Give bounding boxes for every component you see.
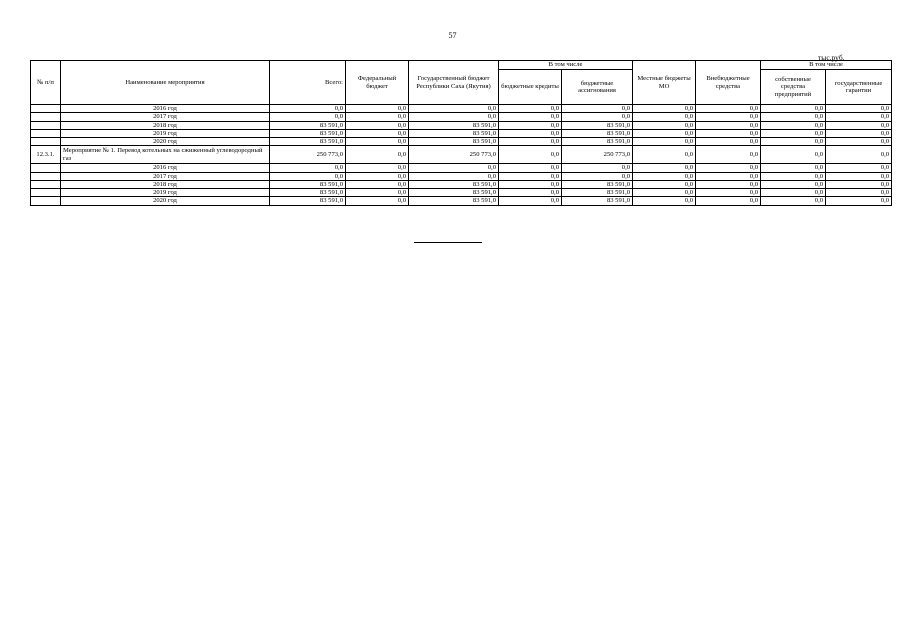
allocations-cell: 0,0 (562, 113, 633, 121)
state-cell: 83 591,0 (409, 138, 499, 146)
measure-row (31, 146, 892, 164)
credits-cell: 0,0 (499, 146, 562, 164)
budget-table (30, 60, 892, 206)
local-cell: 0,0 (633, 105, 696, 113)
own-cell: 0,0 (761, 146, 826, 164)
table-row (31, 197, 892, 205)
extra-cell: 0,0 (696, 138, 761, 146)
credits-cell: 0,0 (499, 180, 562, 188)
total-cell: 83 591,0 (270, 129, 346, 137)
page-number: 57 (448, 31, 457, 40)
year-cell: 2017 год (61, 113, 270, 121)
guarantees-cell: 0,0 (826, 138, 892, 146)
table-row (31, 113, 892, 121)
own-cell: 0,0 (761, 121, 826, 129)
total-cell: 0,0 (270, 113, 346, 121)
total-cell: 83 591,0 (270, 197, 346, 205)
local-cell: 0,0 (633, 180, 696, 188)
table-row (31, 172, 892, 180)
table-row (31, 121, 892, 129)
own-cell: 0,0 (761, 138, 826, 146)
own-cell: 0,0 (761, 172, 826, 180)
local-cell: 0,0 (633, 129, 696, 137)
total-cell: 83 591,0 (270, 180, 346, 188)
own-cell: 0,0 (761, 189, 826, 197)
extra-cell: 0,0 (696, 121, 761, 129)
local-cell: 0,0 (633, 113, 696, 121)
local-cell: 0,0 (633, 146, 696, 164)
own-cell: 0,0 (761, 164, 826, 172)
guarantees-cell: 0,0 (826, 129, 892, 137)
total-cell: 0,0 (270, 105, 346, 113)
allocations-cell: 83 591,0 (562, 197, 633, 205)
local-cell: 0,0 (633, 164, 696, 172)
federal-cell: 0,0 (346, 113, 409, 121)
measure-name: Мероприятие № 1. Перевод котельных на сжиженный углеводородный газ (61, 146, 270, 164)
header-incl-group-2: В том числе (761, 61, 892, 70)
table-row (31, 129, 892, 137)
guarantees-cell: 0,0 (826, 180, 892, 188)
header-federal: Федеральный бюджет (346, 61, 409, 105)
state-cell: 83 591,0 (409, 129, 499, 137)
extra-cell: 0,0 (696, 180, 761, 188)
federal-cell: 0,0 (346, 197, 409, 205)
local-cell: 0,0 (633, 138, 696, 146)
year-cell: 2017 год (61, 172, 270, 180)
state-cell: 83 591,0 (409, 180, 499, 188)
state-cell: 0,0 (409, 105, 499, 113)
allocations-cell: 83 591,0 (562, 138, 633, 146)
year-cell: 2019 год (61, 189, 270, 197)
units-label: тыс.руб. (818, 53, 845, 62)
header-guarantees: государственные гарантии (826, 70, 892, 105)
guarantees-cell: 0,0 (826, 189, 892, 197)
year-cell: 2018 год (61, 121, 270, 129)
extra-cell: 0,0 (696, 189, 761, 197)
table-row (31, 189, 892, 197)
guarantees-cell: 0,0 (826, 113, 892, 121)
header-state: Государственный бюджет Республики Саха (Якутия) (409, 61, 499, 105)
credits-cell: 0,0 (499, 189, 562, 197)
table-row (31, 180, 892, 188)
own-cell: 0,0 (761, 129, 826, 137)
federal-cell: 0,0 (346, 180, 409, 188)
local-cell: 0,0 (633, 197, 696, 205)
own-cell: 0,0 (761, 180, 826, 188)
state-cell: 0,0 (409, 113, 499, 121)
allocations-cell: 83 591,0 (562, 129, 633, 137)
footer-divider (414, 242, 482, 243)
local-cell: 0,0 (633, 121, 696, 129)
allocations-cell: 0,0 (562, 164, 633, 172)
extra-cell: 0,0 (696, 113, 761, 121)
credits-cell: 0,0 (499, 129, 562, 137)
total-cell: 0,0 (270, 164, 346, 172)
header-local: Местные бюджеты МО (633, 61, 696, 105)
state-cell: 250 773,0 (409, 146, 499, 164)
year-cell: 2020 год (61, 197, 270, 205)
extra-cell: 0,0 (696, 172, 761, 180)
extra-cell: 0,0 (696, 164, 761, 172)
extra-cell: 0,0 (696, 146, 761, 164)
state-cell: 83 591,0 (409, 197, 499, 205)
credits-cell: 0,0 (499, 138, 562, 146)
federal-cell: 0,0 (346, 105, 409, 113)
guarantees-cell: 0,0 (826, 172, 892, 180)
federal-cell: 0,0 (346, 138, 409, 146)
federal-cell: 0,0 (346, 172, 409, 180)
federal-cell: 0,0 (346, 121, 409, 129)
federal-cell: 0,0 (346, 164, 409, 172)
guarantees-cell: 0,0 (826, 105, 892, 113)
credits-cell: 0,0 (499, 113, 562, 121)
year-cell: 2016 год (61, 164, 270, 172)
guarantees-cell: 0,0 (826, 197, 892, 205)
allocations-cell: 0,0 (562, 105, 633, 113)
allocations-cell: 83 591,0 (562, 121, 633, 129)
header-allocations: бюджетные ассигнования (562, 70, 633, 105)
credits-cell: 0,0 (499, 197, 562, 205)
year-cell: 2019 год (61, 129, 270, 137)
year-cell: 2020 год (61, 138, 270, 146)
total-cell: 0,0 (270, 172, 346, 180)
own-cell: 0,0 (761, 197, 826, 205)
local-cell: 0,0 (633, 189, 696, 197)
total-cell: 83 591,0 (270, 138, 346, 146)
year-cell: 2018 год (61, 180, 270, 188)
federal-cell: 0,0 (346, 146, 409, 164)
header-extra: Внебюджетные средства (696, 61, 761, 105)
state-cell: 0,0 (409, 164, 499, 172)
header-incl-group-1: В том числе (499, 61, 633, 70)
total-cell: 83 591,0 (270, 121, 346, 129)
state-cell: 0,0 (409, 172, 499, 180)
guarantees-cell: 0,0 (826, 121, 892, 129)
guarantees-cell: 0,0 (826, 146, 892, 164)
allocations-cell: 83 591,0 (562, 189, 633, 197)
header-own: собственные средства предприятий (761, 70, 826, 105)
header-credits: бюджетные кредиты (499, 70, 562, 105)
credits-cell: 0,0 (499, 105, 562, 113)
allocations-cell: 0,0 (562, 172, 633, 180)
extra-cell: 0,0 (696, 105, 761, 113)
total-cell: 83 591,0 (270, 189, 346, 197)
state-cell: 83 591,0 (409, 189, 499, 197)
total-cell: 250 773,0 (270, 146, 346, 164)
local-cell: 0,0 (633, 172, 696, 180)
state-cell: 83 591,0 (409, 121, 499, 129)
extra-cell: 0,0 (696, 197, 761, 205)
federal-cell: 0,0 (346, 189, 409, 197)
measure-code: 12.3.1. (31, 146, 61, 164)
federal-cell: 0,0 (346, 129, 409, 137)
header-total: Всего: (270, 61, 346, 105)
guarantees-cell: 0,0 (826, 164, 892, 172)
year-cell: 2016 год (61, 105, 270, 113)
allocations-cell: 250 773,0 (562, 146, 633, 164)
table-row (31, 105, 892, 113)
allocations-cell: 83 591,0 (562, 180, 633, 188)
header-num: № п/п (31, 61, 61, 105)
own-cell: 0,0 (761, 113, 826, 121)
table-row (31, 138, 892, 146)
credits-cell: 0,0 (499, 164, 562, 172)
table-row (31, 164, 892, 172)
header-name: Наименование мероприятия (61, 61, 270, 105)
credits-cell: 0,0 (499, 121, 562, 129)
credits-cell: 0,0 (499, 172, 562, 180)
own-cell: 0,0 (761, 105, 826, 113)
extra-cell: 0,0 (696, 129, 761, 137)
